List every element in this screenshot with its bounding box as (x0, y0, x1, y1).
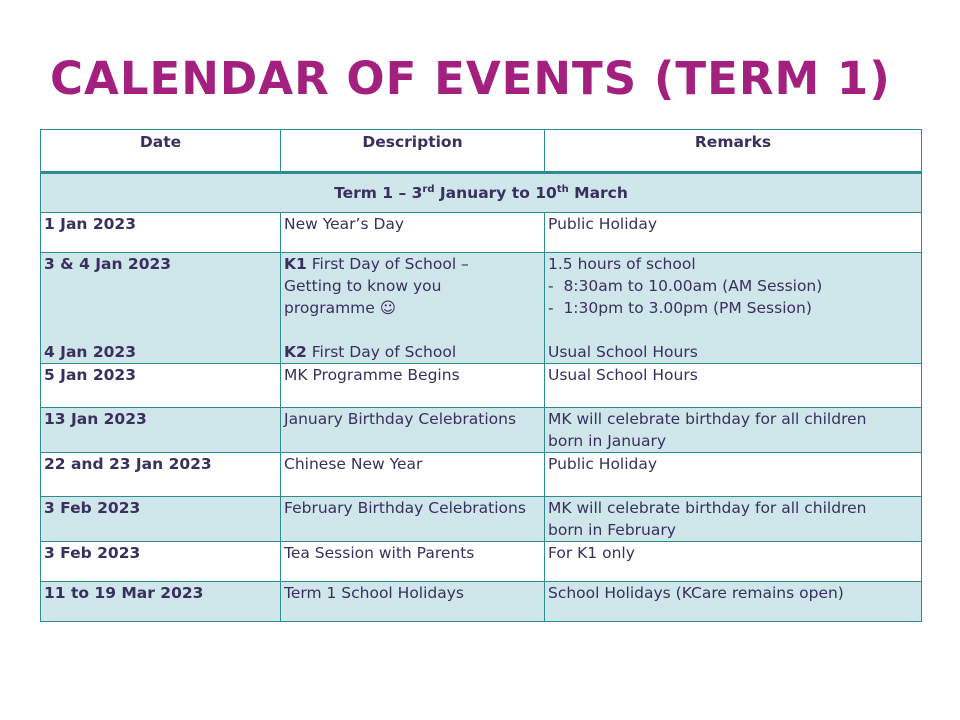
remarks-line1: MK will celebrate birthday for all children (548, 410, 867, 428)
desc-k2: First Day of School (306, 343, 457, 361)
event-date: 11 to 19 Mar 2023 (41, 582, 281, 622)
table-row (41, 497, 922, 542)
k2-label: K2 (284, 343, 307, 361)
event-date: 3 Feb 2023 (41, 497, 281, 542)
term-banner-row (41, 173, 922, 213)
table-header-row (41, 130, 922, 173)
term-sup-rd: rd (422, 183, 435, 195)
event-date (41, 253, 281, 364)
event-remarks (545, 253, 922, 364)
remarks-k2: Usual School Hours (548, 343, 698, 361)
event-description: New Year’s Day (281, 213, 545, 253)
table-row (41, 408, 922, 453)
event-date: 1 Jan 2023 (41, 213, 281, 253)
desc-k1-line3: programme ☺ (284, 299, 396, 317)
event-date: 22 and 23 Jan 2023 (41, 453, 281, 497)
event-description (281, 253, 545, 364)
event-remarks (545, 497, 922, 542)
term-text-start: Term 1 – 3 (334, 184, 423, 202)
event-date-first: 3 & 4 Jan 2023 (44, 255, 172, 273)
events-table (40, 129, 922, 622)
table-row (41, 582, 922, 622)
term-text-mid: January to 10 (434, 184, 557, 202)
table-row (41, 213, 922, 253)
remarks-line2: born in February (548, 521, 676, 539)
remarks-am-session: - 8:30am to 10.00am (AM Session) (548, 277, 823, 295)
k1-label: K1 (284, 255, 307, 273)
event-remarks: School Holidays (KCare remains open) (545, 582, 922, 622)
page-title: CALENDAR OF EVENTS (TERM 1) (50, 52, 891, 105)
table-row (41, 253, 922, 364)
header-remarks: Remarks (545, 130, 922, 173)
event-date: 5 Jan 2023 (41, 364, 281, 408)
event-date-second: 4 Jan 2023 (44, 343, 136, 361)
event-remarks: Usual School Hours (545, 364, 922, 408)
event-date: 3 Feb 2023 (41, 542, 281, 582)
event-description: Term 1 School Holidays (281, 582, 545, 622)
term-banner (41, 173, 922, 213)
event-description: MK Programme Begins (281, 364, 545, 408)
event-description: February Birthday Celebrations (281, 497, 545, 542)
term-text-end: March (568, 184, 628, 202)
table-row (41, 364, 922, 408)
table-row (41, 453, 922, 497)
remarks-line2: born in January (548, 432, 666, 450)
desc-k1-line1: First Day of School – (306, 255, 469, 273)
event-remarks: For K1 only (545, 542, 922, 582)
event-date: 13 Jan 2023 (41, 408, 281, 453)
term-sup-th: th (556, 183, 569, 195)
table-row (41, 542, 922, 582)
header-description: Description (281, 130, 545, 173)
event-description: January Birthday Celebrations (281, 408, 545, 453)
desc-k1-line2: Getting to know you (284, 277, 442, 295)
remarks-pm-session: - 1:30pm to 3.00pm (PM Session) (548, 299, 812, 317)
remarks-line1: MK will celebrate birthday for all children (548, 499, 867, 517)
event-remarks: Public Holiday (545, 453, 922, 497)
event-description: Chinese New Year (281, 453, 545, 497)
event-description: Tea Session with Parents (281, 542, 545, 582)
remarks-line1: 1.5 hours of school (548, 255, 696, 273)
header-date: Date (41, 130, 281, 173)
event-remarks: Public Holiday (545, 213, 922, 253)
event-remarks (545, 408, 922, 453)
